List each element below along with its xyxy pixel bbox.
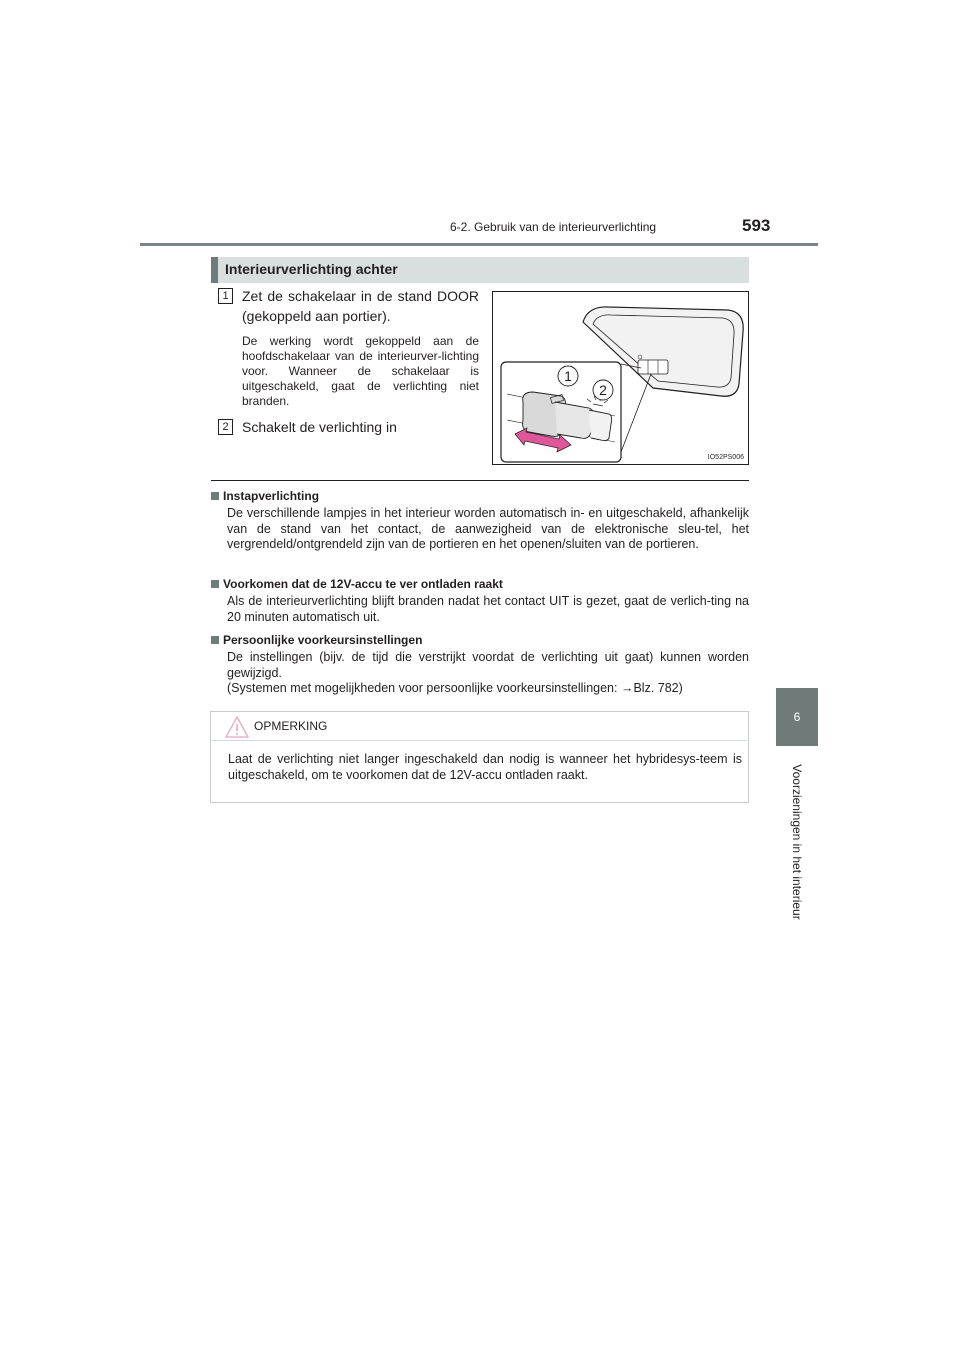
note-title: Persoonlijke voorkeursinstellingen xyxy=(211,633,749,648)
section-heading-text: Interieurverlichting achter xyxy=(225,261,398,277)
note-title: Instapverlichting xyxy=(211,489,749,504)
callout-1-label: 1 xyxy=(564,368,572,384)
note-body-text: De instellingen (bijv. de tijd die verstrijkt voordat de verlichting uit gaat) kunnen worden gewijzigd. xyxy=(227,650,749,680)
section-heading xyxy=(211,257,749,283)
note-body xyxy=(211,650,749,697)
callout-2 xyxy=(593,380,613,400)
callout-1 xyxy=(558,366,578,386)
note-12v-accu xyxy=(211,577,749,625)
page-reference-link[interactable]: Blz. 782) xyxy=(633,681,683,695)
heading-accent-bar xyxy=(211,257,218,283)
note-instapverlichting xyxy=(211,489,749,553)
caution-text: Laat de verlichting niet langer ingeschakeld dan nodig is wanneer het hybridesys-teem is uitgeschakeld, om te voorkomen dat de 12V-accu ontladen raakt. xyxy=(228,752,742,782)
caution-box xyxy=(210,711,749,803)
step-1-title: Zet de schakelaar in de stand DOOR (gekoppeld aan portier). xyxy=(242,288,479,324)
section-divider xyxy=(211,480,749,481)
rear-interior-light-illustration xyxy=(492,291,749,465)
header-divider xyxy=(140,243,818,246)
step-1-description: De werking wordt gekoppeld aan de hoofdschakelaar van de interieurver-lichting voor. Wanneer de schakelaar is uitgeschakeld, gaat de verlichting niet branden. xyxy=(242,334,479,408)
chapter-number: 6 xyxy=(793,710,801,724)
figure-code: IO52PS006 xyxy=(707,454,744,461)
page-number: 593 xyxy=(742,216,771,235)
caution-divider xyxy=(212,740,747,741)
step-2-number: 2 xyxy=(218,419,233,435)
step-2-title: Schakelt de verlichting in xyxy=(242,419,397,435)
note-body-ref-prefix: (Systemen met mogelijkheden voor persoonlijke voorkeursinstellingen: xyxy=(227,681,621,695)
note-body: Als de interieurverlichting blijft branden nadat het contact UIT is gezet, gaat de verlich-ting na 20 minuten automatisch uit. xyxy=(227,594,749,624)
note-title: Voorkomen dat de 12V-accu te ver ontladen raakt xyxy=(211,577,749,592)
callout-2-label: 2 xyxy=(599,382,607,398)
note-body: De verschillende lampjes in het interieur worden automatisch in- en uitgeschakeld, afhankelijk van de stand van het contact, de aanwezigheid van de elektronische sleu-tel, het vergrendeld/ontgrendeld zijn van de portieren en het openen/sluiten van de portieren. xyxy=(227,506,749,551)
warning-icon xyxy=(225,716,249,738)
section-header: 6-2. Gebruik van de interieurverlichting xyxy=(450,220,657,234)
rear-light-drawing xyxy=(493,292,748,464)
note-voorkeursinstellingen xyxy=(211,633,749,697)
chapter-label: Voorzieningen in het interieur xyxy=(790,764,804,920)
arrow-icon: → xyxy=(620,681,634,695)
step-1-number: 1 xyxy=(218,288,233,304)
caution-title: OPMERKING xyxy=(254,719,328,733)
